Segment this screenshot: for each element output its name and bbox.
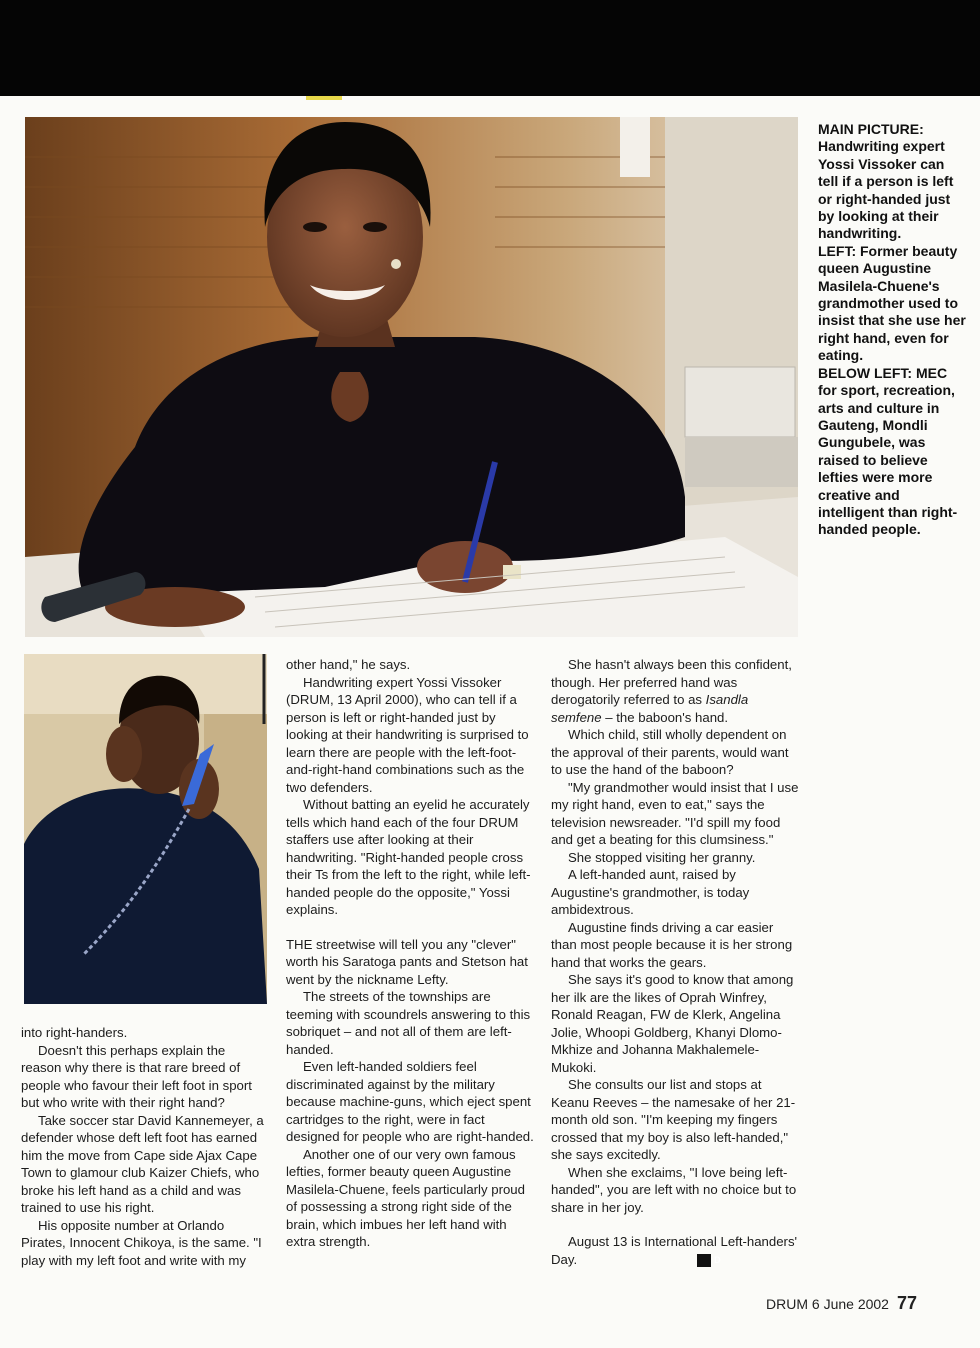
paragraph: She says it's good to know that among her ilk are the likes of Oprah Winfrey, Ronald Reagan, FW de Klerk, Angelina Jolie, Whoopi Goldberg, Khanyi Dlomo-Mkhize and Johanna Makhalemele-Mukoki.	[551, 972, 794, 1075]
caption-main-head: MAIN PICTURE:	[818, 121, 924, 137]
main-photo-woman-writing	[25, 117, 798, 637]
caption-below-head: BELOW LEFT:	[818, 364, 913, 381]
article-column-1	[21, 1024, 269, 1269]
closing-paragraph	[551, 1233, 801, 1268]
text-run: She hasn't always been this confident, though. Her preferred hand was derogatorily referred to as	[551, 657, 792, 707]
issue-line: DRUM 6 June 2002	[766, 1296, 889, 1312]
italic-phrase: Isandla semfene	[551, 692, 749, 725]
paragraph: She stopped visiting her granny.	[568, 849, 756, 865]
article-column-2	[286, 656, 538, 1251]
paragraph: Doesn't this perhaps explain the reason why there is that rare breed of people who favour their left foot in sport but who write with their right hand?	[21, 1042, 252, 1110]
paragraph: Without batting an eyelid he accurately tells which hand each of the four DRUM staffers use after looking at their handwriting. "Right-handed people cross their Ts from the left to the right, while left-handed people do the opposite," Yossi explains.	[286, 797, 531, 917]
paragraph: "My grandmother would insist that I use my right hand, even to eat," says the television newsreader. "I'd spill my food and get a beating for this clumsiness."	[551, 779, 799, 847]
drum-end-mark-icon: D	[697, 1254, 711, 1267]
photo-captions	[818, 121, 968, 539]
paragraph: Take soccer star David Kannemeyer, a defender whose deft left foot has earned him the move from Cape side Ajax Cape Town to glamour club Kaizer Chiefs, who broke his left hand as a child and was trained to use his right.	[21, 1112, 264, 1215]
paragraph: into right-handers.	[21, 1025, 128, 1040]
caption-main-text: Handwriting expert Yossi Vissoker can tell if a person is left or right-handed just by looking at their handwriting.	[818, 138, 954, 242]
paragraph: The streets of the townships are teeming with scoundrels answering to this sobriquet – and not all of them are left-handed.	[286, 989, 531, 1057]
paragraph: When she exclaims, "I love being left-handed", you are left with no choice but to share in her joy.	[551, 1164, 797, 1215]
caption-left-head: LEFT:	[818, 242, 857, 259]
paragraph: other hand," he says.	[286, 657, 411, 672]
article-column-3	[551, 656, 801, 1268]
section-lead-paragraph: THE streetwise will tell you any "clever" worth his Saratoga pants and Stetson hat went by the nickname Lefty.	[286, 936, 528, 987]
page-footer	[766, 1293, 917, 1314]
text-run: August 13 is International Left-handers' Day.	[551, 1234, 798, 1267]
paragraph: Even left-handed soldiers feel discriminated against by the military because machine-guns, which eject spent cartridges to the right, were in fact designed for people who are right-handed.	[286, 1059, 534, 1144]
paragraph: Augustine finds driving a car easier than most people because it is her strong hand that works the gears.	[551, 919, 793, 970]
paragraph: Which child, still wholly dependent on the approval of their parents, would want to use the hand of the baboon?	[551, 727, 789, 777]
paragraph	[551, 656, 801, 726]
caption-below-text: MEC for sport, recreation, arts and culture in Gauteng, Mondli Gungubele, was raised to believe lefties were more creative and intelligent than right-handed people.	[818, 364, 958, 538]
left-photo-man-on-phone	[24, 654, 267, 1004]
text-run: – the baboon's hand.	[605, 709, 729, 725]
paragraph: Handwriting expert Yossi Vissoker (DRUM, 13 April 2000), who can tell if a person is left or right-handed just by looking at their handwriting is surprised to learn there are people with the left-foot-and-right-hand combinations such as the two defenders.	[286, 674, 529, 795]
page-number: 77	[896, 1293, 917, 1313]
paragraph: She consults our list and stops at Keanu Reeves – the namesake of her 21-month old son. "I'm keeping my fingers crossed that my boy is also left-handed," she says excitedly.	[551, 1077, 796, 1162]
paragraph: Another one of our very own famous lefties, former beauty queen Augustine Masilela-Chuene, feels particularly proud of possessing a strong right side of the brain, which imbues her left hand with extra strength.	[286, 1146, 525, 1249]
top-black-band	[0, 0, 980, 96]
caption-left-text: Former beauty queen Augustine Masilela-Chuene's grandmother used to insist that she use her right hand, even for eating.	[818, 242, 966, 364]
paragraph: A left-handed aunt, raised by Augustine's grandmother, is today ambidextrous.	[551, 867, 750, 917]
paragraph: His opposite number at Orlando Pirates, Innocent Chikoya, is the same. "I play with my left foot and write with my	[21, 1217, 262, 1268]
